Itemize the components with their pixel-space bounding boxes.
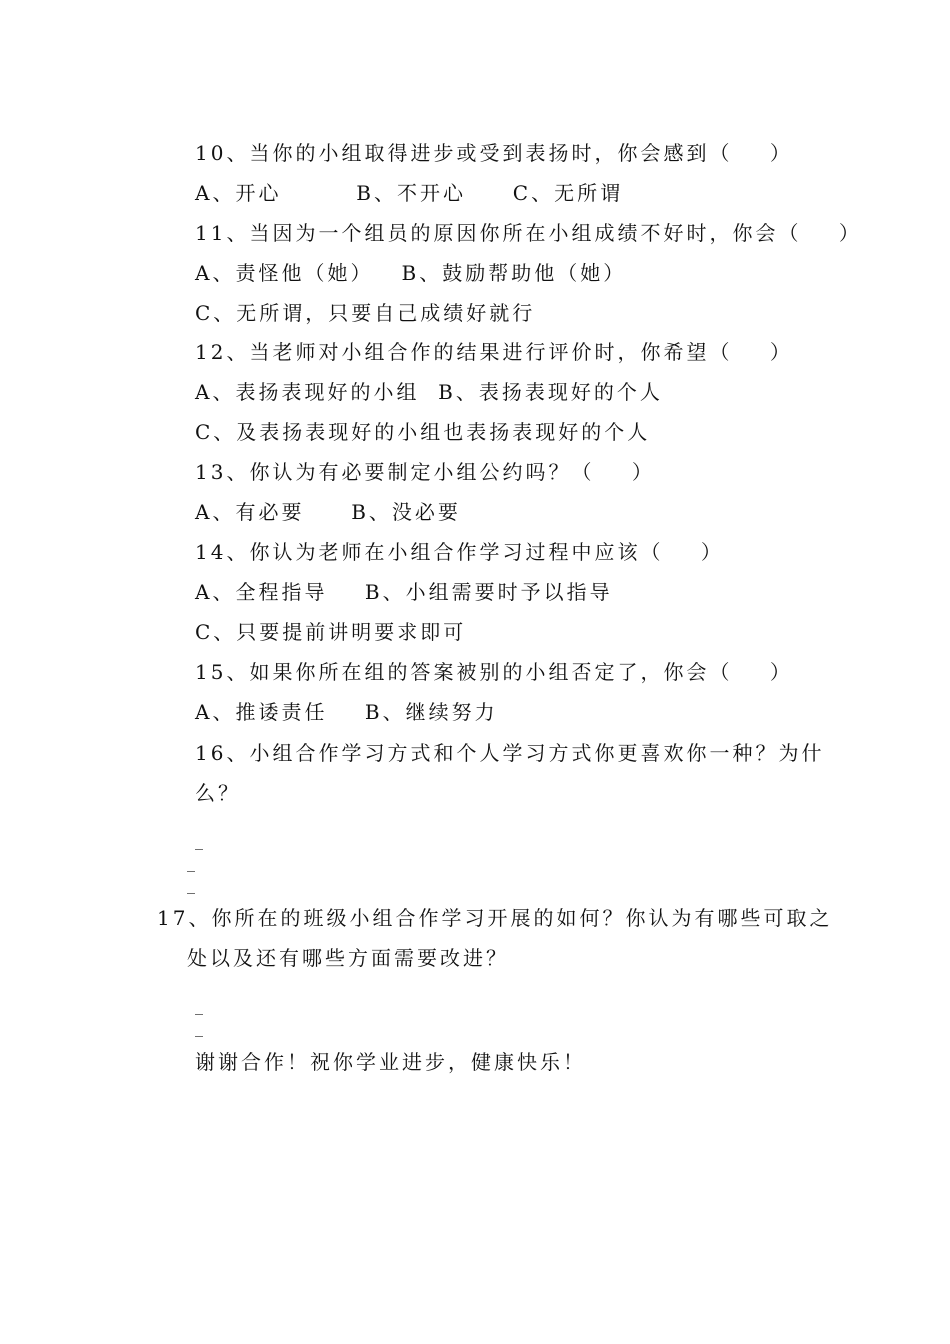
question-11-options-ab: A、责怪他（她） B、鼓励帮助他（她） [195,261,627,285]
question-12-option-c: C、及表扬表现好的小组也表扬表现好的个人 [195,420,651,444]
answer-blank-16-2[interactable]: _ [187,853,195,872]
question-17-line1: 17、你所在的班级小组合作学习开展的如何？你认为有哪些可取之 [157,906,833,930]
question-16-line2: 么？ [195,781,241,805]
question-13: 13、你认为有必要制定小组公约吗？（ ） [195,460,655,484]
question-12: 12、当老师对小组合作的结果进行评价时，你希望（ ） [195,340,793,364]
question-13-options: A、有必要 B、没必要 [195,500,461,524]
question-10-options: A、开心 B、不开心 C、无所谓 [195,181,624,205]
question-14-option-c: C、只要提前讲明要求即可 [195,620,467,644]
question-11-option-c: C、无所谓，只要自己成绩好就行 [195,301,536,325]
question-10: 10、当你的小组取得进步或受到表扬时，你会感到（ ） [195,141,793,165]
question-14: 14、你认为老师在小组合作学习过程中应该（ ） [195,540,724,564]
question-11: 11、当因为一个组员的原因你所在小组成绩不好时，你会（ ） [195,221,862,245]
answer-blank-17-2[interactable]: _ [195,1018,203,1037]
closing-message: 谢谢合作！祝你学业进步，健康快乐！ [195,1050,586,1074]
question-17-line2: 处以及还有哪些方面需要改进？ [187,946,509,970]
answer-blank-16-1[interactable]: _ [195,831,203,850]
question-15: 15、如果你所在组的答案被别的小组否定了，你会（ ） [195,660,793,684]
question-15-options: A、推诿责任 B、继续努力 [195,700,498,724]
question-12-options-ab: A、表扬表现好的小组 B、表扬表现好的个人 [195,380,663,404]
answer-blank-16-3[interactable]: _ [187,875,195,894]
question-16-line1: 16、小组合作学习方式和个人学习方式你更喜欢你一种？为什 [195,741,825,765]
question-14-options-ab: A、全程指导 B、小组需要时予以指导 [195,580,613,604]
answer-blank-17-1[interactable]: _ [195,996,203,1015]
